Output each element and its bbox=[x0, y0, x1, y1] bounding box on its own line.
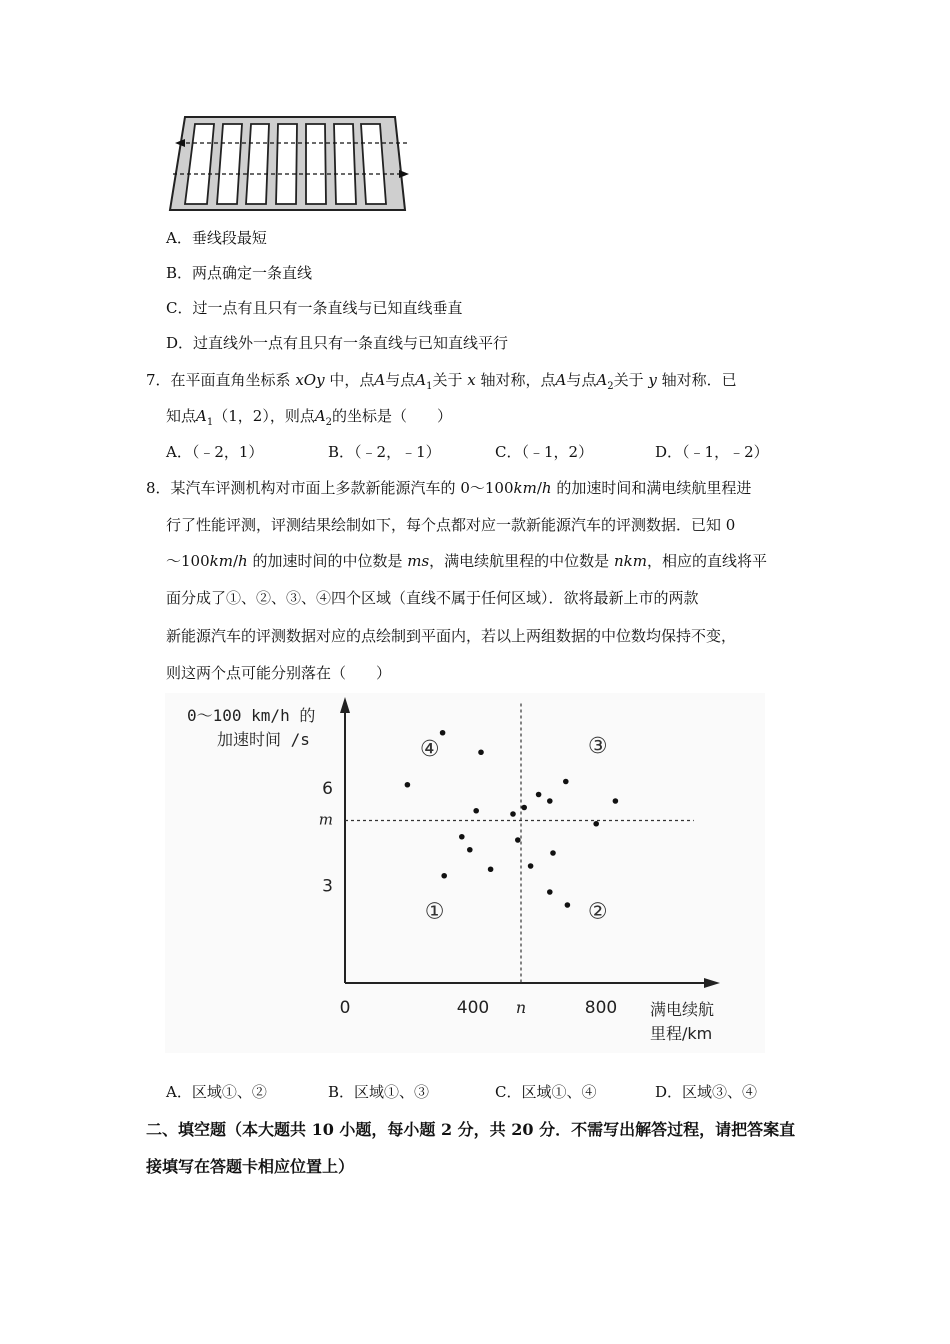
median-x-label: n bbox=[515, 998, 527, 1017]
q8-stem-line6: 则这两个点可能分别落在（ ） bbox=[166, 664, 392, 682]
q6-option-b: B．两点确定一条直线 bbox=[166, 264, 313, 282]
section2-heading-line1: 二、填空题（本大题共 10 小题，每小题 2 分，共 20 分．不需写出解答过程，请把答案直 bbox=[146, 1120, 796, 1139]
y-axis-label-line2: 加速时间 /s bbox=[217, 730, 310, 749]
x-tick-label: 800 bbox=[584, 998, 618, 1018]
data-point bbox=[563, 779, 569, 785]
data-point bbox=[547, 889, 553, 895]
section2-heading-line2: 接填写在答题卡相应位置上） bbox=[146, 1157, 355, 1176]
data-point bbox=[613, 798, 619, 804]
data-point bbox=[467, 847, 473, 853]
region-label: ① bbox=[424, 899, 445, 925]
q6-option-d: D．过直线外一点有且只有一条直线与已知直线平行 bbox=[166, 334, 509, 352]
median-y-label: m bbox=[318, 810, 333, 829]
q8-option-d: D．区域③、④ bbox=[655, 1083, 758, 1101]
data-point bbox=[521, 805, 527, 811]
x-tick-label: 0 bbox=[339, 998, 351, 1018]
data-point bbox=[440, 730, 446, 736]
q7-option-a: A．（﹣2，1） bbox=[166, 443, 264, 461]
data-point bbox=[593, 821, 599, 827]
region-label: ② bbox=[587, 899, 608, 925]
q8-option-a: A．区域①、② bbox=[166, 1083, 267, 1101]
q8-stem-line1: 8．某汽车评测机构对市面上多款新能源汽车的 0～100km/h 的加速时间和满电续航里程进 bbox=[146, 479, 752, 497]
q8-stem-line4: 面分成了①、②、③、④四个区域（直线不属于任何区域）．欲将最新上市的两款 bbox=[166, 589, 699, 607]
data-point bbox=[550, 850, 556, 856]
data-point bbox=[478, 749, 484, 755]
data-point bbox=[528, 863, 534, 869]
q8-stem-line5: 新能源汽车的评测数据对应的点绘制到平面内，若以上两组数据的中位数均保持不变， bbox=[166, 627, 737, 645]
data-point bbox=[488, 866, 494, 872]
q7-stem-line1: 7．在平面直角坐标系 xOy 中，点A与点$A_1$关于 x 轴对称，点A与点$A_2$关于 y 轴对称．已 bbox=[146, 371, 737, 392]
x-axis-arrow bbox=[704, 978, 720, 988]
x-axis-label-line1: 满电续航 bbox=[650, 1000, 715, 1019]
data-point bbox=[547, 798, 553, 804]
data-point bbox=[515, 837, 521, 843]
region-label: ④ bbox=[419, 737, 440, 762]
scatter-chart bbox=[165, 693, 765, 1053]
q8-option-b: B．区域①、③ bbox=[328, 1083, 430, 1101]
x-tick-label: 400 bbox=[456, 998, 490, 1018]
data-point bbox=[510, 811, 516, 817]
q6-option-a: A．垂线段最短 bbox=[166, 229, 267, 247]
data-point bbox=[473, 808, 479, 814]
q7-option-c: C．（﹣1，2） bbox=[495, 443, 594, 461]
q7-option-d: D．（﹣1，﹣2） bbox=[655, 443, 769, 461]
data-point bbox=[441, 873, 447, 879]
q6-option-c: C．过一点有且只有一条直线与已知直线垂直 bbox=[166, 299, 463, 317]
q8-stem-line3: ～100km/h 的加速时间的中位数是 ms，满电续航里程的中位数是 nkm，相应的直线将平 bbox=[166, 552, 767, 570]
q8-stem-line2: 行了性能评测，评测结果绘制如下，每个点都对应一款新能源汽车的评测数据．已知 0 bbox=[166, 516, 736, 534]
q7-option-b: B．（﹣2，﹣1） bbox=[328, 443, 441, 461]
q6-figure bbox=[165, 110, 425, 215]
x-axis-label-line2: 里程/km bbox=[650, 1024, 713, 1043]
data-point bbox=[536, 792, 542, 798]
y-tick-label: 6 bbox=[322, 779, 333, 799]
y-axis-label-line1: 0～100 km/h 的 bbox=[187, 706, 316, 725]
y-axis-arrow bbox=[340, 697, 350, 713]
y-tick-label: 3 bbox=[322, 876, 333, 897]
region-label: ③ bbox=[587, 733, 608, 759]
data-point bbox=[405, 782, 411, 788]
q8-option-c: C．区域①、④ bbox=[495, 1083, 597, 1101]
data-point bbox=[565, 902, 571, 908]
data-point bbox=[459, 834, 465, 840]
q7-stem-line2: 知点$A_1(1$，2），则点$A_2$的坐标是（ ） bbox=[166, 407, 453, 428]
